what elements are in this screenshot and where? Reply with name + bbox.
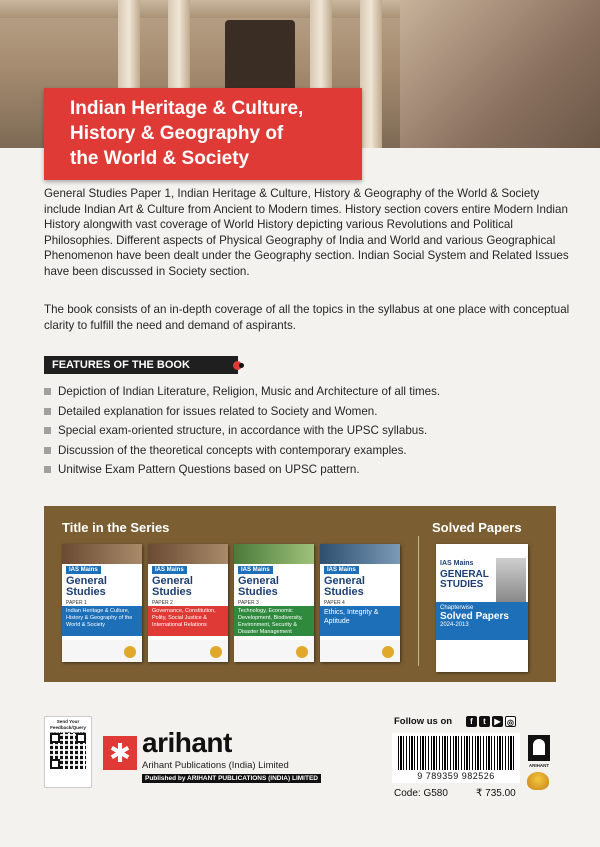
barcode-bars (398, 736, 514, 770)
instagram-icon[interactable]: ◎ (505, 716, 516, 727)
feature-item: Discussion of the theoretical concepts with contemporary examples. (44, 441, 564, 461)
follow-us-label: Follow us on (394, 716, 453, 727)
feature-item: Detailed explanation for issues related to Society and Women. (44, 402, 564, 422)
book-cover-paper-3: IAS Mains General Studies PAPER 3 Technology, Economic Development, Biodiversity, Environment, Security & Disaster Management (234, 544, 314, 662)
seal-logo-text: ARIHANT (528, 763, 550, 768)
title-line-2: History & Geography of (70, 123, 284, 144)
book-cover-paper-2: IAS Mains General Studies PAPER 2 Governance, Constitution, Polity, Social Justice & International Relations (148, 544, 228, 662)
bullet-icon (44, 466, 51, 473)
feature-item: Unitwise Exam Pattern Questions based on UPSC pattern. (44, 460, 564, 480)
features-list (44, 382, 564, 480)
book-cover-paper-4: IAS Mains General Studies PAPER 4 Ethics, Integrity & Aptitude (320, 544, 400, 662)
series-title: Title in the Series (62, 520, 170, 535)
bullet-icon (44, 388, 51, 395)
publisher-line: Published by ARIHANT PUBLICATIONS (INDIA) LIMITED (142, 774, 321, 783)
title-line-3: the World & Society (70, 148, 250, 169)
description-paragraph-2: The book consists of an in-depth coverage of all the topics in the syllabus at one place with conceptual clarity to fulfill the need and demand of aspirants. (44, 303, 570, 332)
award-badge-icon (382, 646, 394, 658)
facebook-icon[interactable]: f (466, 716, 477, 727)
barcode (392, 733, 520, 783)
bullet-icon (44, 447, 51, 454)
youtube-icon[interactable]: ▶ (492, 716, 503, 727)
description-paragraph-1: General Studies Paper 1, Indian Heritage & Culture, History & Geography of the World & Society include Indian Art & Culture from Ancient to Modern times. History section covers entire Modern Indian History alongwith vast coverage of World History depicting various Revolutions and Political Philosophies. Different aspects of Physical Geography of India and World and various Geographical Phenomenon have been dealt under the Geography section. Indian Social System and Related Issues have been discussed in Society section. (44, 187, 569, 278)
bullet-icon (44, 408, 51, 415)
twitter-icon[interactable]: t (479, 716, 490, 727)
award-badge-icon (296, 646, 308, 658)
qr-caption: Send Your Feedback/Query (50, 719, 86, 730)
isbn-number: 9 789359 982526 (417, 771, 495, 781)
feature-item: Special exam-oriented structure, in accordance with the UPSC syllabus. (44, 421, 564, 441)
book-cover-paper-1: IAS Mains General Studies PAPER 1 Indian Heritage & Culture, History & Geography of the World & Society (62, 544, 142, 662)
award-badge-icon (124, 646, 136, 658)
book-code: Code: G580 (394, 788, 448, 799)
feedback-qr-card (44, 716, 92, 788)
feature-item: Depiction of Indian Literature, Religion, Music and Architecture of all times. (44, 382, 564, 402)
series-panel (44, 506, 556, 682)
title-line-1: Indian Heritage & Culture, (70, 98, 304, 119)
title-box (44, 88, 362, 180)
heading-dot-inner-icon (239, 363, 244, 368)
award-badge-icon (210, 646, 222, 658)
series-divider (418, 536, 419, 666)
solved-papers-cover: IAS Mains GENERAL STUDIES Chapterwise Solved Papers 2024-2013 (436, 544, 528, 672)
brand-subtitle: Arihant Publications (India) Limited (142, 760, 289, 771)
price: ₹ 735.00 (476, 788, 516, 799)
bullet-icon (44, 427, 51, 434)
solved-title: Solved Papers (432, 520, 522, 535)
features-heading: FEATURES OF THE BOOK (44, 356, 238, 374)
kalash-icon (527, 772, 549, 790)
brand-name: arihant (142, 727, 232, 758)
logo-star-icon: ✱ (109, 738, 131, 768)
